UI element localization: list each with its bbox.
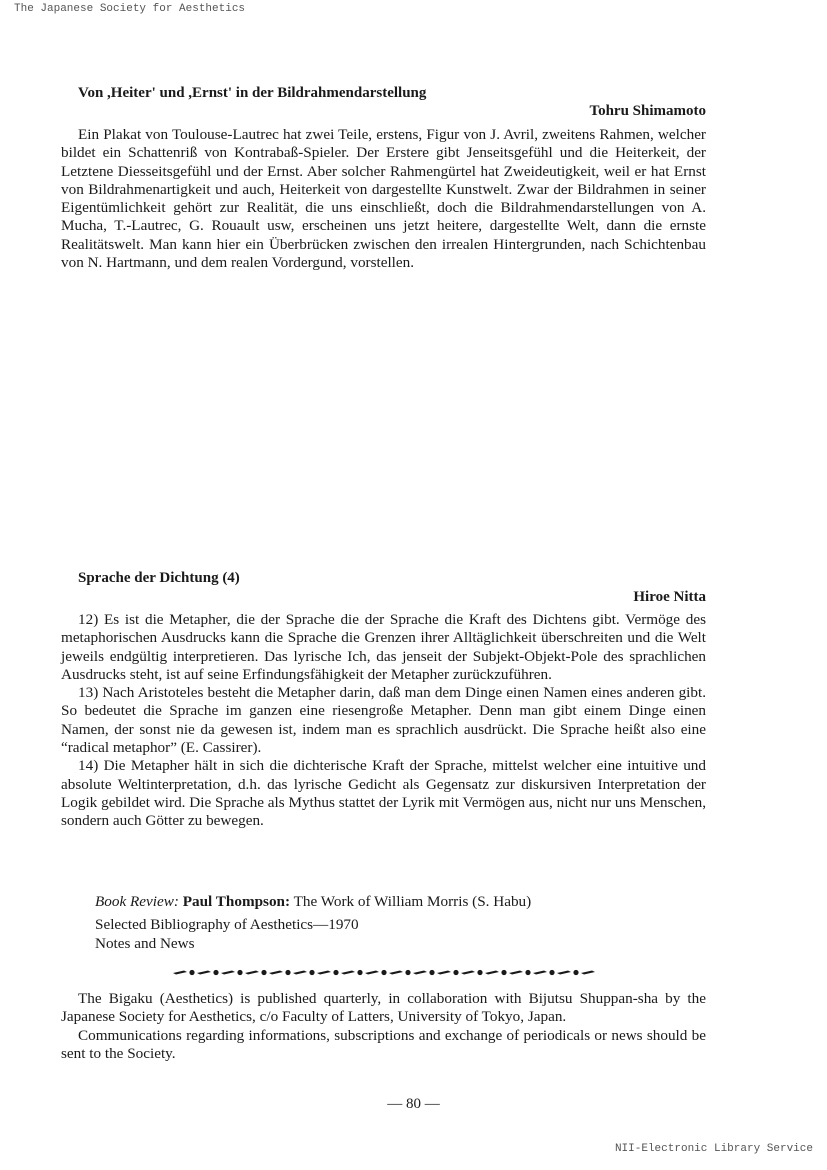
journal-header: The Japanese Society for Aesthetics <box>14 3 246 15</box>
article-paragraph: 12) Es ist die Metapher, die der Sprache die der Sprache die Kraft des Dichtens gibt. Vermöge des metaphorischen Ausdrucks kann die Sprache die Grenzen ihrer Alltäglichkeit überschreiten und die Welt jeweils endgültig interpretieren. Das lyrische Ich, das jenseit der Subjekt-Objekt-Pole des sprachlichen Ausdrucks steht, ist auf seine Erfindungsfähigkeit der Metapher zurückzuführen. <box>61 611 706 683</box>
divider-dash <box>269 971 283 975</box>
article-paragraph: 14) Die Metapher hält in sich die dichterische Kraft der Sprache, mittelst welcher eine intuitive und absolute Weltinterpretation, d.h. das lyrische Gedicht als Gegensatz zur diskursiven Interpretation der Logik gebildet wird. Die Sprache als Mythus stattet der Lyrik mit Vermögen aus, nicht nur uns Menschen, sondern auch Götter zu bewegen. <box>61 757 706 830</box>
divider-dot <box>477 970 482 975</box>
divider-dash <box>245 971 259 975</box>
book-review-entry <box>95 893 705 911</box>
divider-dot <box>285 970 290 975</box>
article-paragraph: 13) Nach Aristoteles besteht die Metapher darin, daß man dem Dinge einen Namen eines anderen gibt. So bedeutet die Sprache im ganzen eine riesengroße Metapher. Denn man gibt einem Dinge einen Namen, der sonst nie da gewesen ist, indem man es sprachlich ausdrückt. Die Sprache heißt also eine “radical metaphor” (E. Cassirer). <box>61 684 706 757</box>
divider-dot <box>453 970 458 975</box>
divider-dash <box>533 971 547 975</box>
contents-list <box>95 893 705 953</box>
publication-paragraph: The Bigaku (Aesthetics) is published quarterly, in collaboration with Bijutsu Shuppan-sha by the Japanese Society for Aesthetics, c/o Faculty of Latters, University of Tokyo, Japan. <box>61 990 706 1026</box>
article-title: Von ,Heiter' und ,Ernst' in der Bildrahmendarstellung <box>78 85 427 101</box>
article-paragraph: Ein Plakat von Toulouse-Lautrec hat zwei Teile, erstens, Figur von J. Avril, zweitens Rahmen, welcher bildet ein Schattenriß von Kontrabaß-Spieler. Der Erstere gibt Jenseitsgefühl und die Heiterkeit, der Letztene Diesseitsgefühl und der Ernst. Aber solcher Rahmengürtel hat Zweideutigkeit, weil er hat Ernst von Bildrahmenartigkeit und auch, Heiterkeit von dargestellte Kunstwelt. Zwar der Bildrahmen in seiner Eigentümlichkeit gehört zur Realität, die uns einschließt, doch die Bildrahmendarstellungen von A. Mucha, T.-Lautrec, G. Rouault usw, erscheinen uns jetzt heitere, dargestellte Welt, dann die ernste Realitätswelt. Man kann hier ein Überbrücken zwischen den irrealen Hintergrunden, nach Schichtenbau von N. Hartmann, und dem realen Vordergund, vorstellen. <box>61 126 706 272</box>
divider-dash <box>509 971 523 975</box>
divider-dash <box>461 971 475 975</box>
divider-dash <box>581 971 595 975</box>
divider-dot <box>381 970 386 975</box>
article-author: Hiroe Nitta <box>633 589 706 605</box>
bibliography-entry: Selected Bibliography of Aesthetics—1970 <box>95 916 359 934</box>
library-footer: NII-Electronic Library Service <box>614 1143 813 1155</box>
notes-entry: Notes and News <box>95 934 195 952</box>
divider-dash <box>365 971 379 975</box>
divider-dot <box>357 970 362 975</box>
divider-dash <box>557 971 571 975</box>
article-author: Tohru Shimamoto <box>589 103 706 119</box>
publication-info <box>61 990 706 1063</box>
divider-dash <box>173 971 187 975</box>
divider-dot <box>429 970 434 975</box>
divider-dash <box>485 971 499 975</box>
divider-dash <box>317 971 331 975</box>
divider-dash <box>293 971 307 975</box>
divider-dot <box>549 970 554 975</box>
book-review-title: The Work of William Morris (S. Habu) <box>293 893 532 910</box>
divider-dot <box>333 970 338 975</box>
divider-dash <box>341 971 355 975</box>
divider-dot <box>573 970 578 975</box>
article-shimamoto <box>61 85 706 272</box>
divider-dash <box>197 971 211 975</box>
divider-dot <box>405 970 410 975</box>
divider-dash <box>389 971 403 975</box>
divider-dash <box>413 971 427 975</box>
page-number: — 80 — <box>387 1096 440 1112</box>
divider-dot <box>261 970 266 975</box>
divider-dot <box>189 970 194 975</box>
book-review-label: Book Review: <box>95 893 179 910</box>
divider-dot <box>501 970 506 975</box>
divider-dot <box>309 970 314 975</box>
ornamental-divider <box>173 967 598 977</box>
divider-dash <box>437 971 451 975</box>
publication-paragraph: Communications regarding informations, subscriptions and exchange of periodicals or news should be sent to the Society. <box>61 1026 706 1062</box>
divider-dot <box>525 970 530 975</box>
divider-dash <box>221 971 235 975</box>
divider-dot <box>237 970 242 975</box>
divider-dot <box>213 970 218 975</box>
article-nitta <box>61 570 706 831</box>
book-review-author: Paul Thompson: <box>182 893 291 910</box>
article-title: Sprache der Dichtung (4) <box>78 570 240 586</box>
